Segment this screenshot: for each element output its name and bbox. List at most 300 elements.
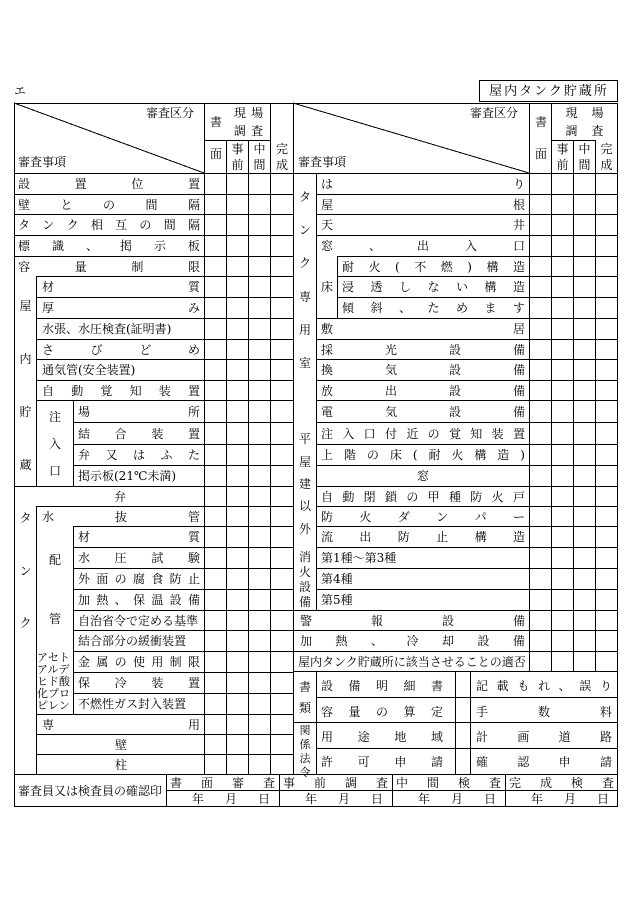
char: 量 [348,705,361,719]
footer-date-3 [531,792,609,806]
char: 専 [42,717,55,732]
char: 備 [348,679,361,693]
char: 内 [19,352,32,367]
char: 板 [187,239,200,253]
char: 成 [275,158,288,172]
footer-date-2 [418,792,496,806]
char: 用 [187,717,200,732]
char: 途 [357,730,370,744]
char: 載 [496,679,509,693]
left-item-r2 [18,196,200,213]
right-item-r24: 屋内タンク貯蔵所に該当させることの適否 [298,654,526,669]
left-item-r25 [78,674,200,692]
left-item-r18 [78,528,200,546]
char: 中 [578,142,591,156]
law-l4 [476,753,612,771]
char: 保 [78,676,91,690]
right-item-r12 [321,402,525,421]
char: 以 [298,499,311,514]
char: 消 [298,549,311,564]
char: 口 [512,239,525,253]
form-title: 屋内タンク貯蔵所 [489,83,609,99]
date-day: 日 [370,792,383,806]
right-item-r6 [342,278,525,296]
char: 上 [321,448,334,462]
char: 備 [512,634,525,648]
right-item-r22 [300,612,525,629]
header-shomen-left [205,106,227,170]
char: 管 [187,509,200,524]
header-category-right: 審査区分 [470,106,519,120]
char: 可 [357,755,370,769]
char: 甲 [427,489,440,504]
char: 容 [321,705,334,719]
char: 書 [430,679,443,693]
left-item-r23: 結合部分の緩衝装置 [78,634,187,648]
group-fire [294,549,316,609]
char: 、 [370,634,383,648]
char: は [321,177,334,191]
char: 火 [368,259,381,274]
char: 保 [132,593,145,607]
char: 位 [131,177,144,191]
char: 腐 [132,572,145,586]
left-item-r19 [78,549,200,567]
char: 採 [321,342,334,357]
char: 用 [151,655,164,669]
char: 弁 [78,448,91,462]
left-item-r16: 弁 [113,489,126,504]
char: 所 [187,404,200,419]
char: 出 [384,383,397,398]
char: 成 [600,158,613,172]
char: 備 [187,593,200,607]
char: ま [484,301,497,315]
char: 算 [403,705,416,719]
char: 設 [441,613,454,628]
char: 請 [430,755,443,769]
char: 床 [320,280,333,294]
char: 止 [187,572,200,586]
char: と [60,197,73,212]
char: ) [467,259,472,274]
char: 限 [187,655,200,669]
law-l2 [321,753,443,771]
header-category-left: 審査区分 [146,106,195,120]
char: 却 [441,634,454,648]
char: 造 [512,259,525,274]
char: 調 [233,124,246,138]
char: 鎖 [384,489,397,504]
left-item-r3 [18,216,200,234]
right-item-r8 [321,320,525,338]
header-kansei-right [596,141,617,173]
date-day: 日 [483,792,496,806]
left-item-r26: 不燃性ガス封入装置 [78,697,187,711]
char: 令 [299,766,311,779]
char: 平 [298,432,311,447]
char: 路 [599,730,612,744]
char: の [139,218,152,232]
right-item-r14 [321,446,525,464]
char: 水 [42,509,55,524]
char: 自 [321,489,334,504]
char: 専 [298,289,311,304]
char: は [132,448,145,462]
char: 防 [470,489,483,504]
char: 近 [406,426,419,441]
date-month: 月 [450,792,463,806]
char: 審 [231,776,244,790]
law-label [294,724,316,779]
char: の [427,426,440,441]
group-floor [317,258,337,316]
char: 温 [151,593,164,607]
char: 警 [300,613,313,628]
char: 加 [300,634,313,648]
char: 動 [71,383,84,398]
char: ) [520,448,525,462]
char: 書 [298,679,311,694]
char: 示 [153,239,166,253]
char: 前 [556,158,569,172]
doc-d2 [321,703,443,721]
char: 置 [74,177,87,191]
char: 中 [253,142,266,156]
char: 制 [169,655,182,669]
char: 手 [476,705,489,719]
char: 許 [321,755,334,769]
char: の [114,655,127,669]
footer-stage-3 [509,776,614,790]
header-genba-right [552,104,617,140]
char: 備 [512,613,525,628]
char: 熱 [96,593,109,607]
char: も [517,679,530,693]
char: 認 [517,755,530,769]
right-item-r19: 第1種～第3種 [321,551,397,565]
char: 容 [18,259,31,274]
char: 細 [403,679,416,693]
char: 外 [298,521,311,536]
char: 、 [368,239,381,253]
char: い [455,280,468,294]
char: 管 [48,611,61,626]
char: 止 [436,530,449,544]
char: 光 [384,342,397,357]
char: 金 [78,655,91,669]
char: 入 [48,436,61,451]
char: 、 [558,679,571,693]
char: 調 [565,124,578,138]
group-acetaldehyde: アセトアルデヒド酸化プロピレン [37,651,70,712]
char: 試 [151,551,164,565]
char: 窓 [321,239,334,253]
char: 現 [565,106,578,120]
char: 浸 [342,280,355,294]
char: 定 [430,705,443,719]
char: 加 [78,593,91,607]
char: 自 [42,383,55,398]
char: 験 [187,551,200,565]
char: 設 [321,679,334,693]
right-item-r18 [321,528,525,546]
char: タ [18,218,31,232]
char: 書 [170,776,183,790]
char: 閉 [363,489,376,504]
char: 燃 [440,259,453,274]
char: 火 [491,489,504,504]
char: 前 [313,776,326,790]
char: 誤 [579,679,592,693]
char: 知 [470,426,483,441]
char: 査 [591,124,604,138]
char: 域 [430,730,443,744]
char: 係 [299,738,311,751]
left-item-r12 [78,402,200,421]
char: 備 [512,383,525,398]
char: 申 [558,755,571,769]
left-item-r6 [42,278,200,296]
char: 前 [231,158,244,172]
right-item-r7 [342,299,525,317]
date-year: 年 [418,792,431,806]
left-item-r4 [18,237,200,255]
char: 間 [163,218,176,232]
char: 現 [233,106,246,120]
char: 設 [448,383,461,398]
char: 査 [488,776,501,790]
header-item-left: 審査事項 [18,155,67,169]
char: 装 [491,426,504,441]
right-item-r5 [342,258,525,275]
footer-label: 審査員又は検査員の確認印 [18,784,163,798]
left-item-r27 [42,716,200,733]
char: 電 [321,404,334,419]
char: 中 [396,776,409,790]
char: 査 [251,124,264,138]
char: 類 [298,700,311,715]
char: 備 [512,363,525,377]
char: 明 [375,679,388,693]
group-tank-vertical [15,280,36,650]
char: ー [512,509,525,524]
char: 備 [512,404,525,419]
right-item-r15: 窓 [416,469,429,483]
char: 造 [497,448,510,462]
char: 限 [187,259,200,274]
char: 耐 [342,259,355,274]
char: 床 [389,448,402,462]
char: 材 [78,530,91,544]
date-day: 日 [596,792,609,806]
char: 造 [512,530,525,544]
header-jizen-left [227,141,248,173]
date-year: 年 [531,792,544,806]
char: 査 [262,776,275,790]
char: 確 [476,755,489,769]
char: 面 [209,147,222,161]
char: 設 [298,579,311,594]
char: ( [412,448,418,462]
date-year: 年 [305,792,318,806]
char: 、 [114,593,127,607]
char: 建 [298,476,311,491]
char: さ [42,342,55,357]
char: ン [19,563,32,578]
char: 合 [114,426,127,441]
char: た [187,448,200,462]
char: 又 [105,448,118,462]
group-flat [294,428,316,540]
char: 居 [512,322,525,336]
char: 注 [48,410,61,425]
left-item-r14 [78,446,200,464]
char: 根 [512,197,525,212]
char-line [559,106,611,120]
char: び [90,342,103,357]
char: 場 [78,404,91,419]
char: 防 [169,572,182,586]
char: 書 [534,115,547,129]
char: 設 [448,363,461,377]
char: の [114,572,127,586]
right-item-r16 [321,488,525,505]
left-item-r7 [42,299,200,317]
char: 関 [299,724,311,737]
right-item-r21: 第5種 [321,593,353,607]
char: 火 [298,564,311,579]
law-l3 [476,728,612,746]
char: 口 [48,463,61,478]
char: 事 [556,142,569,156]
char: 気 [384,404,397,419]
char: 事 [283,776,296,790]
char: 査 [601,776,614,790]
char: タ [19,510,32,525]
char: 屋 [298,454,311,469]
left-item-r28: 壁 [114,737,127,752]
char: 装 [158,383,171,398]
char: 熱 [335,634,348,648]
char: 互 [115,218,128,232]
law-l1 [321,728,443,746]
char: 設 [448,342,461,357]
char: 使 [132,655,145,669]
left-item-r29: 柱 [114,757,127,772]
char: ク [66,218,79,232]
char: 構 [474,530,487,544]
char: 防 [321,509,334,524]
char: 制 [131,259,144,274]
char: 質 [187,280,200,294]
char: 水 [78,551,91,565]
char: 装 [151,676,164,690]
right-item-r20: 第4種 [321,572,353,586]
char: め [187,342,200,357]
header-shomen-right [530,106,552,170]
char: 属 [96,655,109,669]
left-item-r5 [18,258,200,275]
char: 量 [74,259,87,274]
right-item-r13 [321,424,525,443]
right-item-r2 [321,196,525,213]
char: 掲 [119,239,132,253]
left-item-r9 [42,341,200,358]
char: 申 [394,755,407,769]
char: 質 [187,530,200,544]
char: 検 [457,776,470,790]
char: ン [42,218,55,232]
right-item-r9 [321,341,525,358]
char: 壁 [18,197,31,212]
char: 数 [537,705,550,719]
char: 耐 [428,448,441,462]
right-item-r1 [321,175,525,193]
char: 透 [370,280,383,294]
char: 報 [370,613,383,628]
corner-mark: エ [14,84,27,98]
char: の [366,448,379,462]
char: ク [19,616,32,631]
char-line [231,124,265,138]
char: 圧 [114,551,127,565]
char: り [512,177,525,191]
char: 換 [321,363,334,377]
left-item-r1 [18,175,200,193]
char: ダ [397,509,410,524]
char: 置 [187,177,200,191]
char: 間 [145,197,158,212]
char: 完 [600,142,613,156]
char: の [375,705,388,719]
char: 貯 [19,405,32,420]
right-item-r3 [321,216,525,234]
char: 造 [512,280,525,294]
char: 設 [169,593,182,607]
char: 戸 [512,489,525,504]
char: 出 [359,530,372,544]
footer-stage-0 [170,776,275,790]
char: ン [436,509,449,524]
char: 流 [321,530,334,544]
footer-date-0 [192,792,270,806]
char: 食 [151,572,164,586]
char: 法 [299,752,311,765]
char: な [427,280,440,294]
char: 、 [398,301,411,315]
char: 記 [476,679,489,693]
char: 場 [251,106,264,120]
left-item-r21 [78,591,200,609]
char: 面 [534,147,547,161]
char: 調 [344,776,357,790]
char: 備 [512,342,525,357]
char: 覚 [448,426,461,441]
right-item-r23 [300,632,525,650]
date-year: 年 [192,792,205,806]
char: 置 [512,426,525,441]
char: 置 [187,426,200,441]
char: 面 [96,572,109,586]
char: 完 [509,776,522,790]
char: タ [298,189,311,204]
char: 用 [321,730,334,744]
char: ク [298,256,311,271]
char-line [559,124,611,138]
char: 火 [451,448,464,462]
char: 請 [599,755,612,769]
